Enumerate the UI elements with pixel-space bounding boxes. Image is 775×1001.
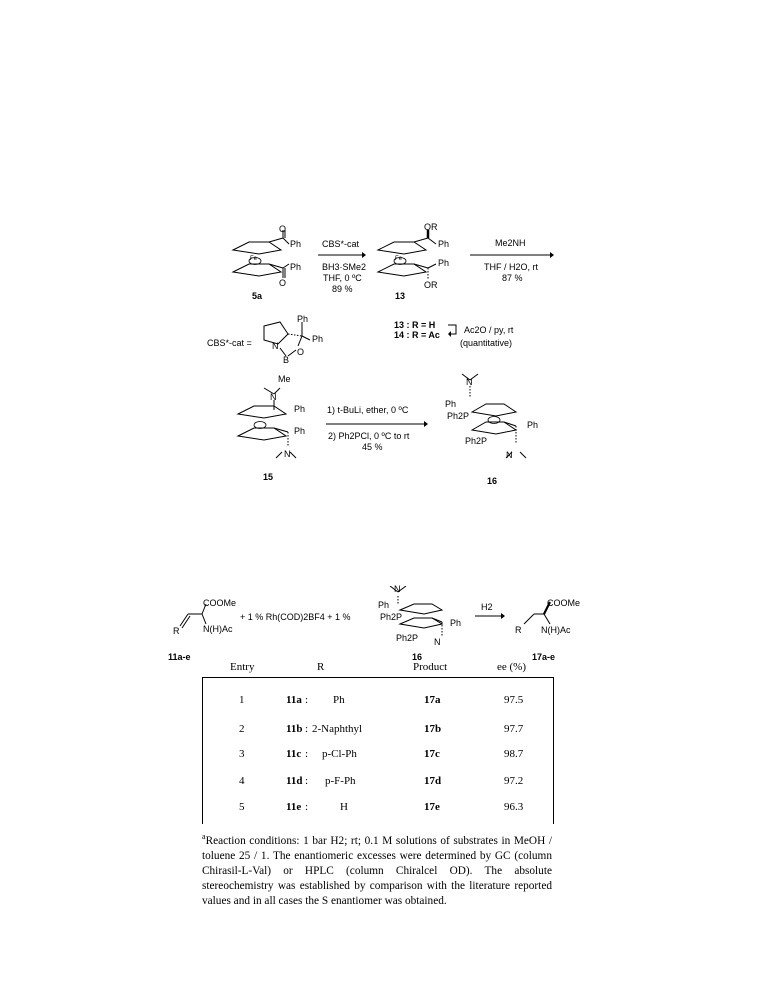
reagent-borane: BH3·SMe2 xyxy=(322,262,367,272)
or-label-top: OR xyxy=(424,222,438,232)
hydrogenation-arrow xyxy=(475,612,505,620)
cell-entry: 4 xyxy=(239,775,245,787)
carbonyl-o-bottom: O xyxy=(279,278,287,288)
cell-code: 11a xyxy=(286,694,302,706)
ph-label: Ph xyxy=(312,334,324,344)
cell-r: p-Cl-Ph xyxy=(322,748,357,760)
footnote-text: Reaction conditions: 1 bar H2; rt; 0.1 M solutions of substrates in MeOH / toluene 25 / 1. The enantiomeric excesses were determined by GC (column Chirasil-L-Val) or HPLC (column Chiralcel OD). The absolute stereochemistry was established by comparison with the literature reported values and in all cases the S enantiomer was obtained. xyxy=(202,834,552,907)
r-definition-14: 14 : R = Ac xyxy=(394,330,440,340)
ph2p-label: Ph2P xyxy=(380,612,403,622)
cell-colon: : xyxy=(305,723,309,735)
reagent-yield: 87 % xyxy=(502,273,523,283)
cell-colon: : xyxy=(305,694,309,706)
ph-label: Ph xyxy=(290,262,302,272)
compound-15-label: 15 xyxy=(263,472,274,482)
cbs-catalyst-label: CBS*-cat = xyxy=(207,338,252,348)
ph2p-label: Ph2P xyxy=(396,633,419,643)
table-footnote xyxy=(202,829,552,909)
n-atom-bottom: N xyxy=(284,449,291,459)
ph-label: Ph xyxy=(450,618,462,628)
hydrogen-label: H2 xyxy=(481,602,493,612)
ferrocene-5a-structure xyxy=(225,230,315,300)
n-atom-bottom: N xyxy=(506,450,513,460)
table-frame xyxy=(202,677,554,824)
cell-r: H xyxy=(340,801,348,813)
cell-product: 17d xyxy=(424,775,442,787)
nhac-label: N(H)Ac xyxy=(203,624,233,634)
r-definition-13: 13 : R = H xyxy=(394,320,436,330)
reagent-cbs: CBS*-cat xyxy=(322,239,360,249)
cell-ee: 97.5 xyxy=(504,694,524,706)
cell-r: p-F-Ph xyxy=(325,775,356,787)
cell-ee: 97.2 xyxy=(504,775,524,787)
ph2p-label: Ph2P xyxy=(465,436,488,446)
ph-label: Ph xyxy=(290,239,302,249)
ph-label: Ph xyxy=(294,426,306,436)
reagent-thf-water: THF / H2O, rt xyxy=(484,262,538,272)
r-group-label: R xyxy=(173,626,180,636)
fe-label: Fe xyxy=(395,256,403,262)
reaction-arrow-3 xyxy=(326,420,428,428)
n-atom-top: N xyxy=(394,584,401,594)
cell-entry: 1 xyxy=(239,694,245,706)
footnote-mark: a xyxy=(202,832,206,841)
product-17-label: 17a-e xyxy=(532,652,556,662)
or-label-bottom: OR xyxy=(424,280,438,290)
catalyst-loading-text: + 1 % Rh(COD)2BF4 + 1 % xyxy=(240,612,351,622)
cbs-methyl: Me xyxy=(278,374,291,384)
header-ee: ee (%) xyxy=(497,661,527,673)
compound-13-label: 13 xyxy=(395,291,406,301)
header-r: R xyxy=(317,661,325,673)
compound-16-label: 16 xyxy=(487,476,498,486)
cell-ee: 98.7 xyxy=(504,748,524,760)
ph-label: Ph xyxy=(438,239,450,249)
cell-ee: 97.7 xyxy=(504,723,524,735)
r-group-label: R xyxy=(515,625,522,635)
acetylation-conditions: Ac2O / py, rt xyxy=(464,325,514,335)
ph-label: Ph xyxy=(294,404,306,414)
step3-yield: 45 % xyxy=(362,442,383,452)
cell-entry: 5 xyxy=(239,801,245,813)
reaction-arrow-1 xyxy=(318,251,366,259)
coome-label: COOMe xyxy=(547,598,581,608)
acetylation-arrow xyxy=(448,323,460,337)
cell-code: 11e xyxy=(286,801,302,813)
cell-code: 11c xyxy=(286,748,302,760)
cell-r: Ph xyxy=(333,694,345,706)
acetylation-yield: (quantitative) xyxy=(460,338,513,348)
cell-product: 17c xyxy=(424,748,440,760)
ph-label: Ph xyxy=(378,600,390,610)
cell-entry: 3 xyxy=(239,748,245,760)
n-atom-top: N xyxy=(466,377,473,387)
header-product: Product xyxy=(413,661,448,673)
ph-label: Ph xyxy=(445,399,457,409)
cell-entry: 2 xyxy=(239,723,245,735)
step3-lithiation: 1) t-BuLi, ether, 0 ºC xyxy=(327,405,409,415)
ph-label: Ph xyxy=(297,314,309,324)
cell-product: 17a xyxy=(424,694,441,706)
cell-product: 17b xyxy=(424,723,442,735)
cell-ee: 96.3 xyxy=(504,801,524,813)
cbs-nitrogen: N xyxy=(272,341,279,351)
cell-product: 17e xyxy=(424,801,440,813)
carbonyl-o-top: O xyxy=(279,224,287,234)
ligand-16-label: 16 xyxy=(412,652,423,662)
coome-label: COOMe xyxy=(203,598,237,608)
reagent-solvent: THF, 0 ºC xyxy=(323,273,362,283)
substrate-11-label: 11a-e xyxy=(168,652,191,662)
cell-colon: : xyxy=(305,775,309,787)
nhac-label: N(H)Ac xyxy=(541,625,571,635)
cbs-oxygen: O xyxy=(297,347,305,357)
reagent-yield: 89 % xyxy=(332,284,353,294)
fe-label: Fe xyxy=(250,256,258,262)
ph-label: Ph xyxy=(527,420,539,430)
cell-code: 11b xyxy=(286,723,303,735)
header-entry: Entry xyxy=(230,661,255,673)
compound-5a-label: 5a xyxy=(252,291,263,301)
cell-code: 11d xyxy=(286,775,303,787)
ph-label: Ph xyxy=(438,258,450,268)
n-atom-bottom: N xyxy=(434,637,441,647)
reagent-dimethylamine: Me2NH xyxy=(495,238,526,248)
cell-colon: : xyxy=(305,748,309,760)
reaction-arrow-2 xyxy=(470,251,554,259)
cell-colon: : xyxy=(305,801,309,813)
step3-phosphination: 2) Ph2PCl, 0 ºC to rt xyxy=(328,431,410,441)
n-atom-top: N xyxy=(270,392,277,402)
cell-r: 2-Naphthyl xyxy=(312,723,363,735)
ph2p-label: Ph2P xyxy=(447,411,470,421)
cbs-boron: B xyxy=(283,355,290,365)
